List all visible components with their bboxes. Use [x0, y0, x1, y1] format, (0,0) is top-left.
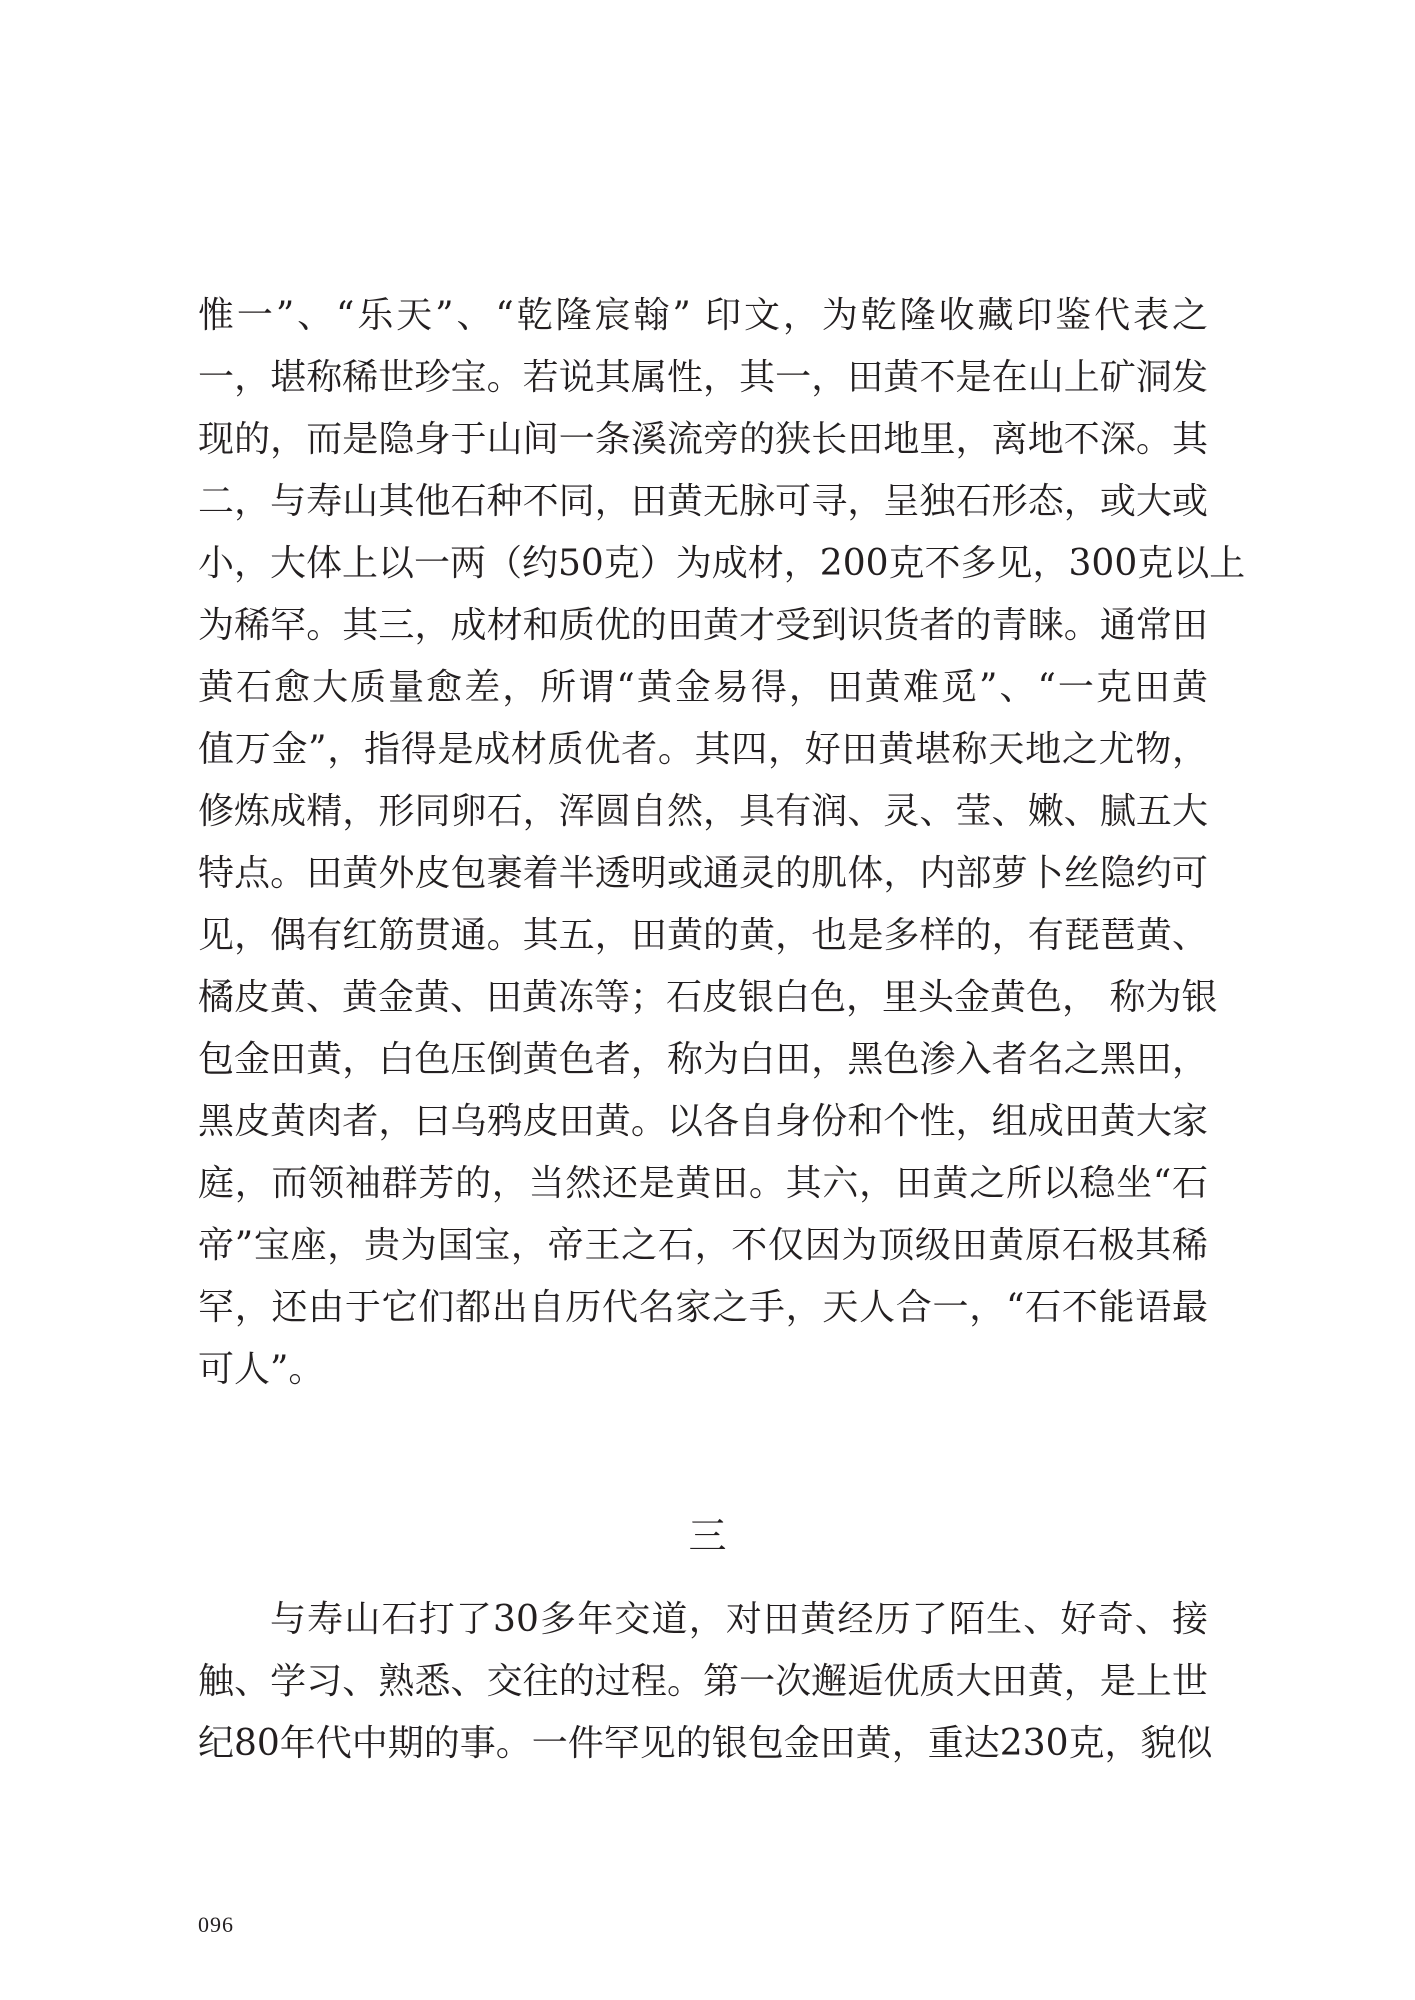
- text-line: 见，偶有红筋贯通。其五，田黄的黄，也是多样的，有琵琶黄、: [198, 915, 1208, 956]
- text-line: 黑皮黄肉者，曰乌鸦皮田黄。以各自身份和个性，组成田黄大家: [198, 1101, 1208, 1142]
- text-line: 帝”宝座，贵为国宝，帝王之石，不仅因为顶级田黄原石极其稀: [198, 1225, 1208, 1266]
- text-line: 一，堪称稀世珍宝。若说其属性，其一，田黄不是在山上矿洞发: [198, 357, 1208, 398]
- section-heading: 三: [688, 1514, 727, 1558]
- text-line: 与寿山石打了30多年交道，对田黄经历了陌生、好奇、接: [270, 1599, 1208, 1640]
- text-line: 特点。田黄外皮包裹着半透明或通灵的肌体，内部萝卜丝隐约可: [198, 853, 1208, 894]
- page-number: 096: [198, 1912, 234, 1937]
- text-line: 惟一”、“乐天”、“乾隆宸翰” 印文，为乾隆收藏印鉴代表之: [198, 295, 1208, 336]
- text-line: 橘皮黄、黄金黄、田黄冻等；石皮银白色，里头金黄色， 称为银: [198, 977, 1218, 1018]
- text-line: 现的，而是隐身于山间一条溪流旁的狭长田地里，离地不深。其: [198, 419, 1208, 460]
- text-line: 可人”。: [198, 1349, 325, 1390]
- paragraph-2: [198, 1589, 1213, 1775]
- text-line: 值万金”，指得是成材质优者。其四，好田黄堪称天地之尤物，: [198, 729, 1208, 770]
- text-line: 黄石愈大质量愈差，所谓“黄金易得，田黄难觅”、“一克田黄: [198, 667, 1208, 708]
- text-line: 二，与寿山其他石种不同，田黄无脉可寻，呈独石形态，或大或: [198, 481, 1208, 522]
- text-line: 修炼成精，形同卵石，浑圆自然，具有润、灵、莹、嫩、腻五大: [198, 791, 1208, 832]
- text-line: 小，大体上以一两（约50克）为成材，200克不多见，300克以上: [198, 543, 1246, 584]
- text-line: 罕，还由于它们都出自历代名家之手，天人合一，“石不能语最: [198, 1287, 1208, 1328]
- text-line: 触、学习、熟悉、交往的过程。第一次邂逅优质大田黄，是上世: [198, 1661, 1208, 1702]
- text-line: 为稀罕。其三，成材和质优的田黄才受到识货者的青睐。通常田: [198, 605, 1208, 646]
- paragraph-1: [198, 285, 1246, 1401]
- text-line: 包金田黄，白色压倒黄色者，称为白田，黑色渗入者名之黑田，: [198, 1039, 1208, 1080]
- text-line: 纪80年代中期的事。一件罕见的银包金田黄，重达230克，貌似: [198, 1723, 1213, 1764]
- text-line: 庭，而领袖群芳的，当然还是黄田。其六，田黄之所以稳坐“石: [198, 1163, 1208, 1204]
